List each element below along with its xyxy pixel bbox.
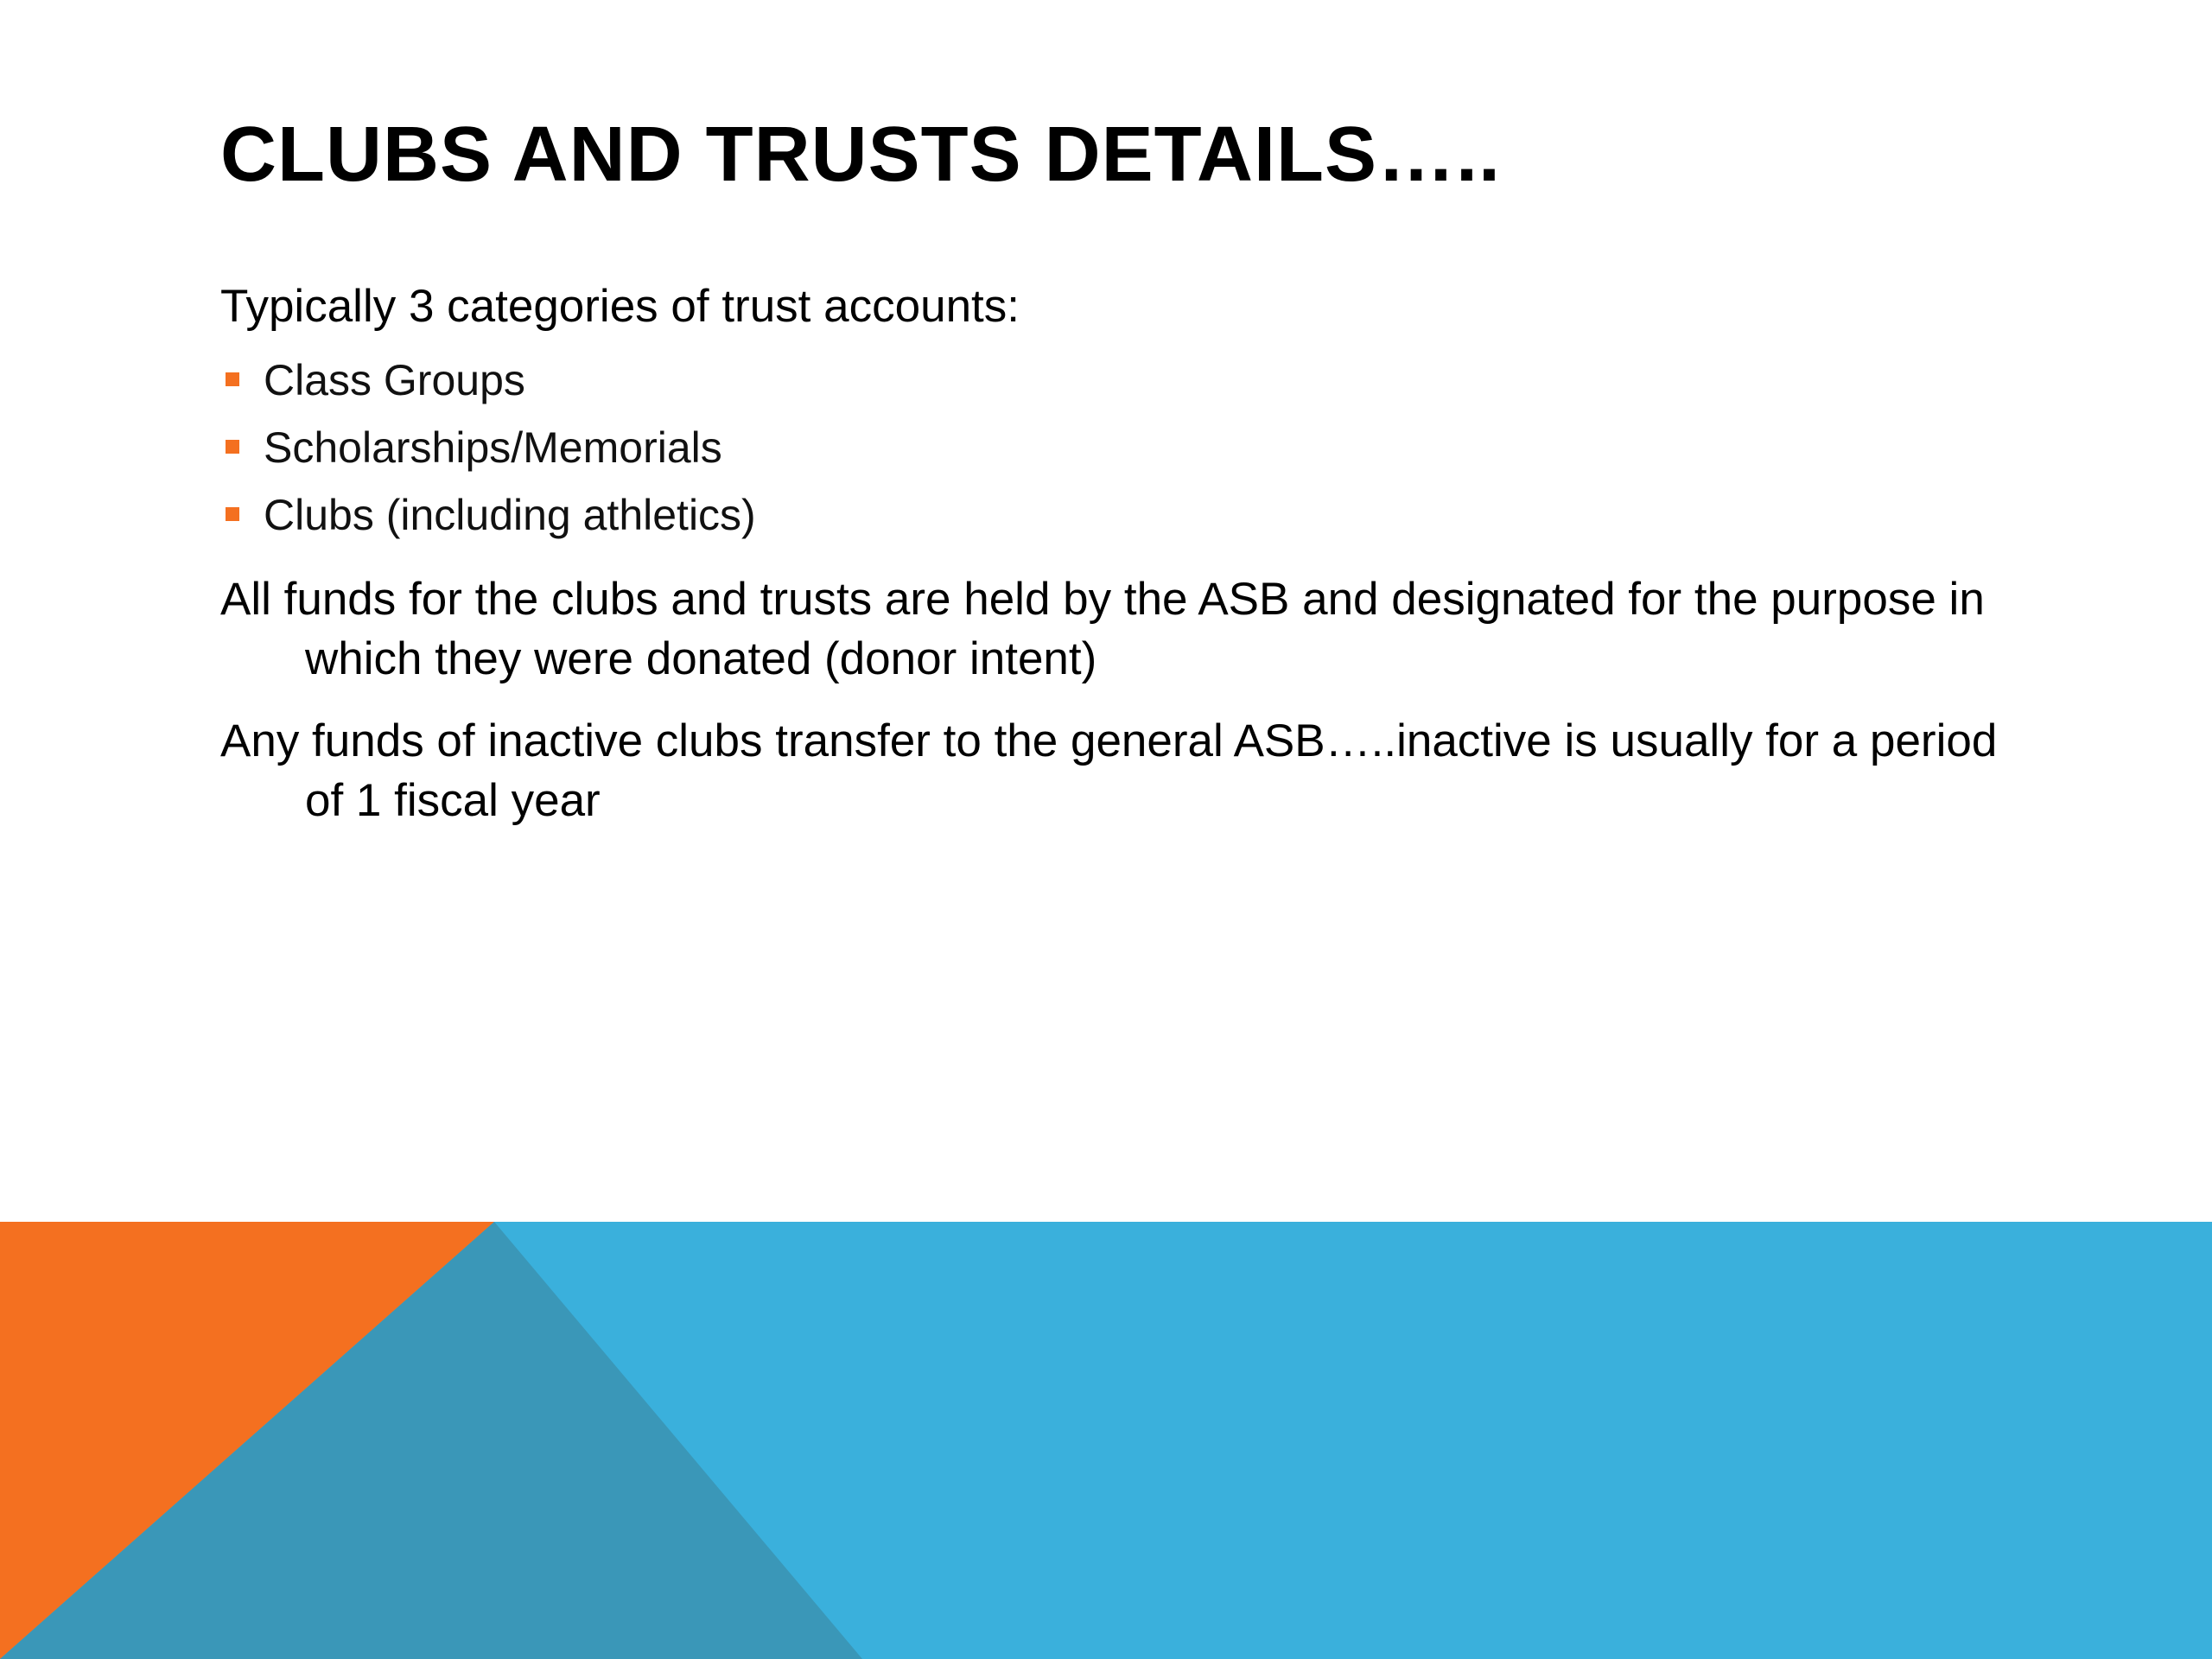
funds-paragraph: All funds for the clubs and trusts are held by the ASB and designated for the purpose in which they were donated (donor intent): [220, 574, 1985, 684]
bullet-text: Scholarships/Memorials: [264, 423, 722, 472]
bullet-list: [220, 346, 2035, 549]
slide-title: CLUBS AND TRUSTS DETAILS…..: [220, 111, 1501, 198]
square-bullet-icon: [226, 507, 239, 521]
inactive-paragraph: Any funds of inactive clubs transfer to the general ASB…..inactive is usually for a period of 1 fiscal year: [220, 715, 1998, 826]
square-bullet-icon: [226, 440, 239, 454]
intro-text: Typically 3 categories of trust accounts:: [220, 281, 1020, 332]
list-item: [220, 481, 2035, 549]
list-item: [220, 414, 2035, 481]
bullet-text: Class Groups: [264, 356, 525, 404]
list-item: [220, 346, 2035, 414]
square-bullet-icon: [226, 372, 239, 386]
decorative-footer: [0, 1222, 2212, 1659]
bullet-text: Clubs (including athletics): [264, 491, 756, 539]
slide-body: [220, 276, 2035, 830]
